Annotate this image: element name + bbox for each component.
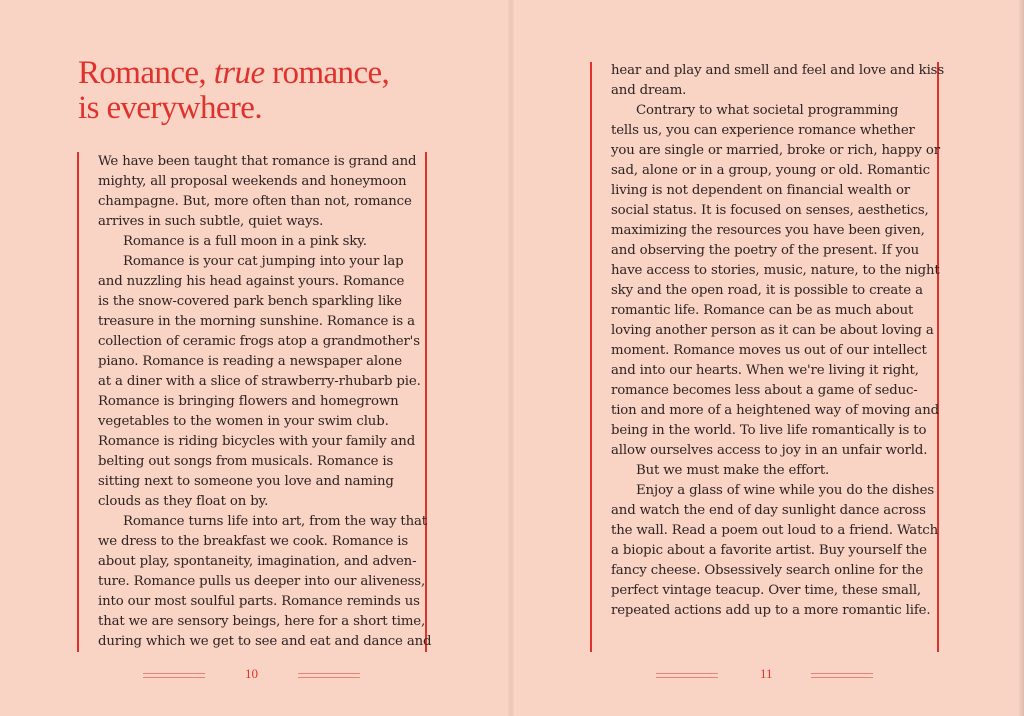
body-line: have access to stories, music, nature, to the night (611, 263, 940, 278)
body-line: fancy cheese. Obsessively search online for the (611, 563, 924, 578)
right-inner-rule (590, 62, 592, 652)
body-line: repeated actions add up to a more romantic life. (611, 603, 931, 618)
book-gutter (508, 0, 514, 716)
headline-part2: romance, (264, 55, 390, 91)
body-line: moment. Romance moves us out of our intellect (611, 343, 927, 358)
body-line: Romance is riding bicycles with your family and (98, 434, 416, 449)
page-number-right: 11 (760, 666, 773, 681)
body-line: sky and the open road, it is possible to create a (611, 283, 923, 298)
body-line: sitting next to someone you love and naming (98, 474, 394, 489)
body-line: you are single or married, broke or rich, happy or (611, 143, 940, 158)
body-line: collection of ceramic frogs atop a grandmother's (98, 334, 420, 349)
body-line: vegetables to the women in your swim club. (98, 414, 389, 429)
folio-ornament-right (811, 673, 873, 678)
chapter-headline (78, 56, 478, 126)
body-line: Romance turns life into art, from the way that (123, 514, 427, 529)
body-line: and dream. (611, 83, 687, 98)
body-line: at a diner with a slice of strawberry-rhubarb pie. (98, 374, 421, 389)
body-line: champagne. But, more often than not, romance (98, 194, 412, 209)
headline-emphasis: true (213, 55, 265, 91)
body-line: romantic life. Romance can be as much about (611, 303, 914, 318)
body-line: living is not dependent on financial wealth or (611, 183, 911, 198)
body-line: and nuzzling his head against yours. Romance (98, 274, 405, 289)
body-line: mighty, all proposal weekends and honeymoon (98, 174, 407, 189)
body-line: is the snow-covered park bench sparkling like (98, 294, 402, 309)
body-line: a biopic about a favorite artist. Buy yourself the (611, 543, 927, 558)
right-folio (656, 666, 876, 684)
body-line: treasure in the morning sunshine. Romance is a (98, 314, 415, 329)
body-line: into our most soulful parts. Romance reminds us (98, 594, 420, 609)
body-line: tells us, you can experience romance whether (611, 123, 915, 138)
body-line: sad, alone or in a group, young or old. Romantic (611, 163, 930, 178)
body-line: maximizing the resources you have been given, (611, 223, 925, 238)
body-line: being in the world. To live life romantically is to (611, 423, 927, 438)
left-folio (143, 666, 363, 684)
body-line: But we must make the effort. (636, 463, 830, 478)
body-line: and observing the poetry of the present. If you (611, 243, 920, 258)
folio-ornament-left (143, 673, 205, 678)
body-line: Romance is a full moon in a pink sky. (123, 234, 367, 249)
body-line: tion and more of a heightened way of moving and (611, 403, 939, 418)
body-line: arrives in such subtle, quiet ways. (98, 214, 324, 229)
body-line: belting out songs from musicals. Romance is (98, 454, 394, 469)
body-line: social status. It is focused on senses, aesthetics, (611, 203, 929, 218)
left-body-text (98, 152, 431, 652)
folio-ornament-left (656, 673, 718, 678)
right-body-text (611, 61, 944, 621)
body-line: about play, spontaneity, imagination, and adven- (98, 554, 417, 569)
body-line: We have been taught that romance is grand and (98, 154, 417, 169)
body-line: the wall. Read a poem out loud to a friend. Watch (611, 523, 938, 538)
body-line: clouds as they float on by. (98, 494, 269, 509)
headline-part1: Romance, (78, 55, 214, 91)
left-outer-rule (77, 152, 79, 652)
body-line: Romance is your cat jumping into your lap (123, 254, 404, 269)
body-line: that we are sensory beings, here for a short time, (98, 614, 426, 629)
folio-ornament-right (298, 673, 360, 678)
headline-line2: is everywhere. (78, 90, 263, 126)
body-line: Enjoy a glass of wine while you do the dishes (636, 483, 935, 498)
body-line: during which we get to see and eat and dance and (98, 634, 432, 649)
page-number-left: 10 (245, 666, 258, 681)
body-line: loving another person as it can be about loving a (611, 323, 934, 338)
body-line: perfect vintage teacup. Over time, these small, (611, 583, 921, 598)
body-line: Contrary to what societal programming (636, 103, 899, 118)
body-line: Romance is bringing flowers and homegrown (98, 394, 399, 409)
body-line: ture. Romance pulls us deeper into our aliveness, (98, 574, 426, 589)
body-line: romance becomes less about a game of seduc- (611, 383, 918, 398)
body-line: piano. Romance is reading a newspaper alone (98, 354, 403, 369)
body-line: and watch the end of day sunlight dance across (611, 503, 926, 518)
page-edge-shadow (1018, 0, 1024, 716)
body-line: hear and play and smell and feel and love and kiss (611, 63, 945, 78)
body-line: we dress to the breakfast we cook. Romance is (98, 534, 409, 549)
body-line: and into our hearts. When we're living it right, (611, 363, 919, 378)
body-line: allow ourselves access to joy in an unfair world. (611, 443, 928, 458)
